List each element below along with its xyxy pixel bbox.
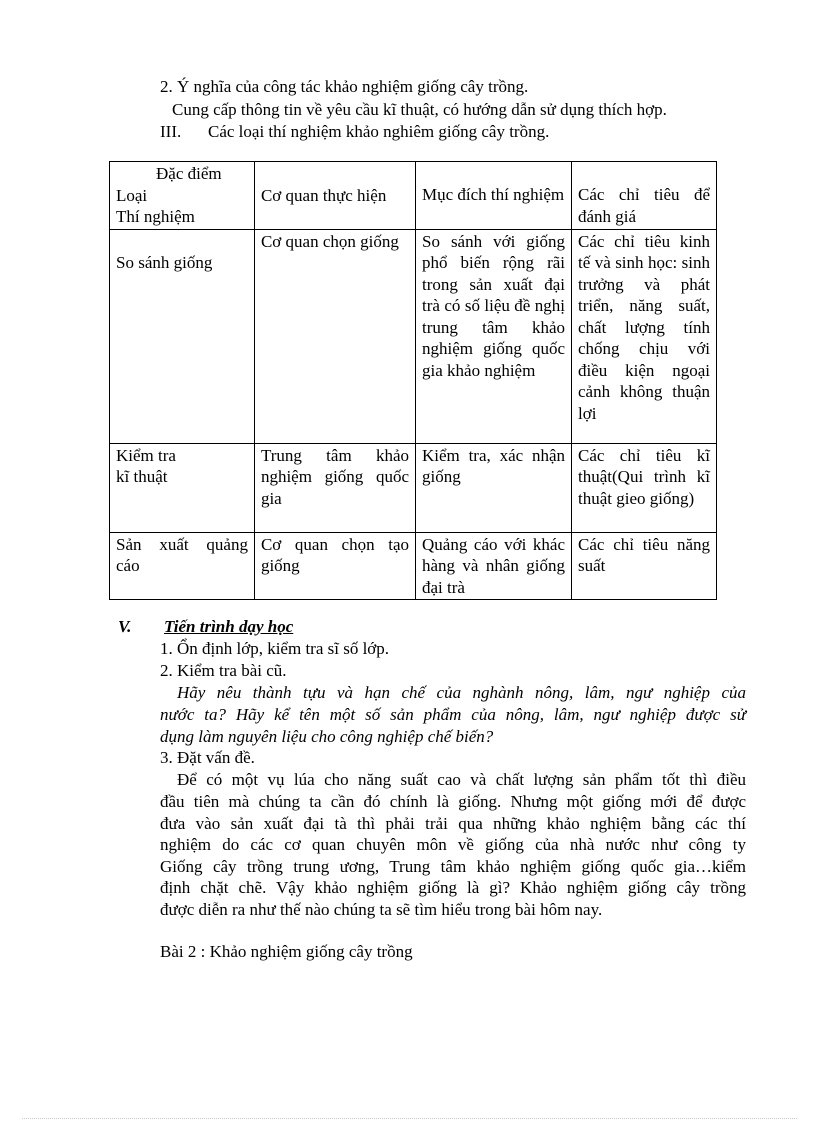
step-2: 2. Kiểm tra bài cũ. [160, 661, 287, 680]
table-cell-type-line: Kiểm tra [116, 445, 176, 465]
page-bottom-divider [22, 1118, 797, 1119]
table-cell-type: So sánh giống [110, 229, 255, 443]
header-feature-label: Đặc điểm [156, 164, 222, 183]
intro-paragraph-line: đưa vào sản xuất đại tà thì phải trải qua những khảo nghiệm bằng các thí [160, 814, 746, 833]
table-cell-type: Sản xuất quảng cáo [110, 532, 255, 600]
table-header-row [110, 162, 717, 230]
lesson-title: Bài 2 : Khảo nghiệm giống cây trồng [160, 942, 413, 961]
step-1: 1. Ổn định lớp, kiểm tra sĩ số lớp. [160, 639, 390, 658]
intro-paragraph-line: nghiệm do các cơ quan chuyên môn về giống của nhà nước như công ty [160, 835, 746, 854]
header-experiment-label: Thí nghiệm [116, 207, 195, 226]
header-cell-purpose: Mục đích thí nghiệm [416, 162, 572, 230]
table-row [110, 443, 717, 532]
intro-paragraph-line: đầu tiên mà chúng ta cần đó chính là giống. Nhưng một giống mới để được [160, 792, 746, 811]
header-cell-criteria: Các chỉ tiêu để đánh giá [572, 162, 717, 230]
trial-types-table [109, 161, 717, 600]
review-question-line: Hãy nêu thành tựu và hạn chế của nghành nông, lâm, ngư nghiệp của [177, 683, 746, 702]
table-cell-purpose: Quảng cáo với khác hàng và nhân giống đại trà [416, 532, 572, 600]
header-cell-agency: Cơ quan thực hiện [254, 162, 415, 230]
intro-paragraph-line: Giống cây trồng trung ương, Trung tâm khảo nghiệm giống quốc gia…kiểm [160, 857, 746, 876]
section-3-number: III. [160, 122, 182, 141]
step-3: 3. Đặt vấn đề. [160, 748, 255, 767]
review-question-line: dụng làm nguyên liệu cho công nghiệp chế biến? [160, 727, 494, 746]
intro-paragraph-line: định chặt chẽ. Vậy khảo nghiệm giống là gì? Khảo nghiệm giống cây trồng [160, 878, 746, 897]
table-row [110, 229, 717, 443]
intro-paragraph-line: Để có một vụ lúa cho năng suất cao và chất lượng sản phẩm tốt thì điều [177, 770, 746, 789]
table-cell-type-line: kĩ thuật [116, 467, 168, 486]
section-2-heading: 2. Ý nghĩa của công tác khảo nghiệm giống cây trồng. [160, 77, 529, 96]
table-cell-agency: Trung tâm khảo nghiệm giống quốc gia [254, 443, 415, 532]
section-5-title: Tiến trình dạy học [164, 617, 294, 636]
header-cell-type [110, 162, 255, 230]
section-3-title: Các loại thí nghiệm khảo nghiêm giống cây trồng. [208, 122, 550, 141]
table-cell-purpose: So sánh với giống phổ biến rộng rãi trong sản xuất đại trà có số liệu đề nghị trung tâm khảo nghiệm giống quốc gia khảo nghiệm [416, 229, 572, 443]
table-cell-agency: Cơ quan chọn tạo giống [254, 532, 415, 600]
intro-paragraph-line: được diễn ra như thế nào chúng ta sẽ tìm hiểu trong bài hôm nay. [160, 900, 603, 919]
review-question-line: nước ta? Hãy kể tên một số sản phẩm của nông, lâm, ngư nghiệp được sử [160, 705, 746, 724]
table-row [110, 532, 717, 600]
table-cell-criteria: Các chỉ tiêu kinh tế và sinh học: sinh trưởng và phát triển, năng suất, chất lượng tính chống chịu với điều kiện ngoại cảnh không thuận lợi [572, 229, 717, 443]
table-cell-agency: Cơ quan chọn giống [254, 229, 415, 443]
table-cell-purpose: Kiểm tra, xác nhận giống [416, 443, 572, 532]
table-cell-criteria: Các chỉ tiêu năng suất [572, 532, 717, 600]
table-cell-criteria: Các chỉ tiêu kĩ thuật(Qui trình kĩ thuật gieo giống) [572, 443, 717, 532]
table-cell-type [110, 443, 255, 532]
section-5-number: V. [118, 617, 132, 636]
header-type-label: Loại [116, 185, 148, 205]
section-2-body: Cung cấp thông tin về yêu cầu kĩ thuật, có hướng dẫn sử dụng thích hợp. [172, 100, 667, 119]
